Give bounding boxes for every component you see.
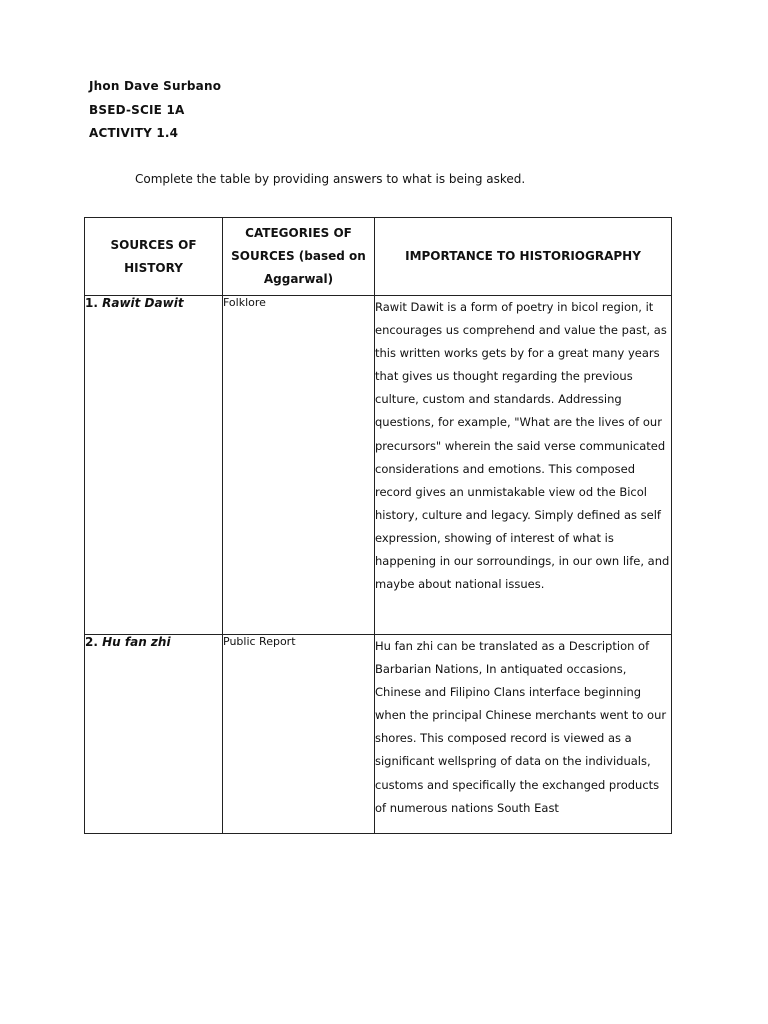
source-name: Hu fan zhi (102, 635, 171, 649)
sources-table (84, 217, 672, 834)
table-row (85, 296, 672, 635)
column-header-sources: SOURCES OF HISTORY (85, 218, 223, 296)
source-cell (85, 296, 223, 635)
importance-cell: Hu fan zhi can be translated as a Description of Barbarian Nations, In antiquated occasions, Chinese and Filipino Clans interface beginning when the principal Chinese merchants went to our shores. This composed record is viewed as a significant wellspring of data on the individuals, customs and specifically the exchanged products of numerous nations South East (375, 635, 672, 834)
author-name: Jhon Dave Surbano (89, 79, 222, 93)
row-number: 2. (85, 635, 98, 649)
instruction-text: Complete the table by providing answers to what is being asked. (135, 172, 526, 186)
activity-title: ACTIVITY 1.4 (89, 126, 179, 140)
column-header-categories: CATEGORIES OF SOURCES (based on Aggarwal) (223, 218, 375, 296)
course-section: BSED-SCIE 1A (89, 103, 185, 117)
column-header-importance: IMPORTANCE TO HISTORIOGRAPHY (375, 218, 672, 296)
importance-cell: Rawit Dawit is a form of poetry in bicol region, it encourages us comprehend and value the past, as this written works gets by for a great many years that gives us thought regarding the previous culture, custom and standards. Addressing questions, for example, "What are the lives of our precursors" wherein the said verse communicated considerations and emotions. This composed record gives an unmistakable view od the Bicol history, culture and legacy. Simply defined as self expression, showing of interest of what is happening in our sorroundings, in our own life, and maybe about national issues. (375, 296, 672, 635)
source-cell (85, 635, 223, 834)
source-name: Rawit Dawit (102, 296, 184, 310)
row-number: 1. (85, 296, 98, 310)
table-row (85, 635, 672, 834)
category-cell: Public Report (223, 635, 375, 834)
category-cell: Folklore (223, 296, 375, 635)
table-header-row (85, 218, 672, 296)
